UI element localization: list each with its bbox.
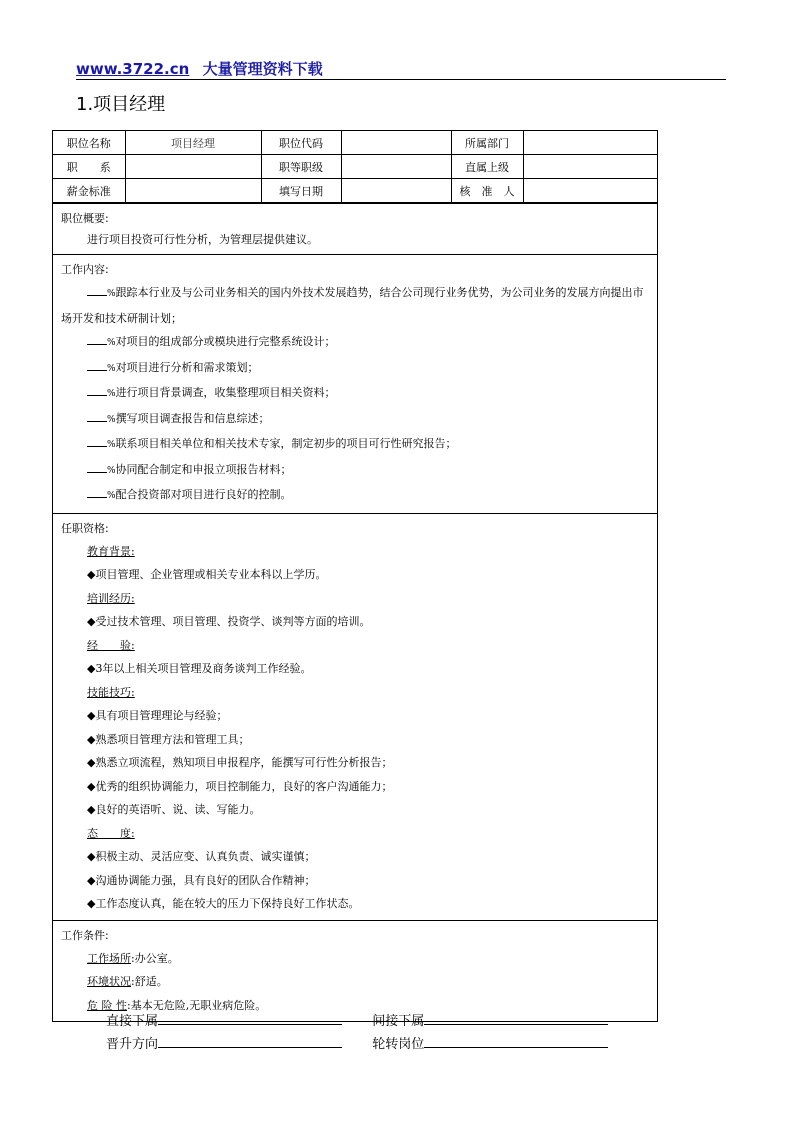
header-divider xyxy=(76,79,726,80)
qualification-heading xyxy=(61,587,649,611)
info-row xyxy=(53,155,657,179)
blank-line xyxy=(97,462,107,473)
blank-line xyxy=(87,411,97,422)
qualification-heading-text: 培训经历: xyxy=(87,591,135,605)
info-row xyxy=(53,131,657,155)
overview-text: 进行项目投资可行性分析，为管理层提供建议。 xyxy=(87,233,318,246)
info-value[interactable] xyxy=(125,155,261,179)
qualification-heading xyxy=(61,681,649,705)
duty-text: 协同配合制定和申报立项报告材料； xyxy=(115,462,292,476)
info-value[interactable] xyxy=(341,131,451,155)
info-label: 所属部门 xyxy=(451,131,523,155)
qualification-heading xyxy=(61,634,649,658)
percent-sign: % xyxy=(107,363,116,374)
duty-text: 配合投资部对项目进行良好的控制。 xyxy=(115,488,292,501)
overview-section xyxy=(53,203,657,254)
duty-item xyxy=(61,356,649,382)
duty-item xyxy=(61,330,649,356)
info-label: 薪金标准 xyxy=(53,179,125,203)
info-value[interactable]: 项目经理 xyxy=(125,131,261,155)
info-label: 职等职级 xyxy=(261,155,341,179)
qualification-item: ◆工作态度认真，能在较大的压力下保持良好工作状态。 xyxy=(87,897,360,910)
percent-sign: % xyxy=(107,465,116,476)
duty-text: 联系项目相关单位和相关技术专家，制定初步的项目可行性研究报告； xyxy=(115,437,457,450)
qualification-item: ◆具有项目管理理论与经验； xyxy=(87,709,228,722)
blank-line xyxy=(97,334,107,345)
qualification-heading-text: 经 验: xyxy=(87,638,135,652)
duty-item xyxy=(61,432,649,458)
info-table xyxy=(53,131,657,203)
qualifications-list xyxy=(61,540,649,916)
percent-sign: % xyxy=(107,440,116,450)
condition-value: :舒适。 xyxy=(131,975,168,988)
direct-reports-label: 直接下属 xyxy=(106,1014,159,1029)
percent-sign: % xyxy=(107,389,116,399)
job-description-form xyxy=(52,130,658,1022)
blank-line xyxy=(87,360,97,371)
duty-item xyxy=(61,281,649,330)
blank-line xyxy=(97,385,107,396)
qualification-item: ◆项目管理、企业管理或相关专业本科以上学历。 xyxy=(87,568,327,581)
qualification-heading xyxy=(61,540,649,564)
conditions-title: 工作条件: xyxy=(61,928,109,942)
blank-line xyxy=(87,462,97,473)
qualification-item: ◆3年以上相关项目管理及商务谈判工作经验。 xyxy=(87,662,312,675)
duty-text: 撰写项目调查报告和信息综述； xyxy=(115,411,270,425)
condition-item xyxy=(61,970,649,994)
blank-line xyxy=(87,385,97,396)
blank-line xyxy=(87,285,97,296)
qualification-heading-text: 技能技巧: xyxy=(87,685,135,699)
condition-item xyxy=(61,947,649,971)
info-label: 职位代码 xyxy=(261,131,341,155)
qualification-item: ◆熟悉立项流程，熟知项目申报程序，能撰写可行性分析报告； xyxy=(87,756,393,769)
info-row xyxy=(53,179,657,203)
info-value[interactable] xyxy=(341,179,451,203)
qualification-item: ◆优秀的组织协调能力，项目控制能力，良好的客户沟通能力； xyxy=(87,779,393,793)
site-url-link[interactable]: www.3722.cn xyxy=(76,60,190,78)
blank-line xyxy=(87,334,97,345)
duties-list xyxy=(61,281,649,509)
blank-line xyxy=(97,285,107,296)
blank-line xyxy=(97,436,107,447)
percent-sign: % xyxy=(107,414,116,425)
qualification-item: ◆熟悉项目管理方法和管理工具； xyxy=(87,732,250,746)
condition-label: 环境状况 xyxy=(87,975,131,988)
promotion-field[interactable] xyxy=(158,1035,342,1048)
blank-line xyxy=(97,411,107,422)
conditions-section xyxy=(53,920,657,1022)
qualification-item: ◆良好的英语听、说、读、写能力。 xyxy=(87,803,261,816)
qualification-heading xyxy=(61,822,649,846)
duty-item xyxy=(61,381,649,407)
duty-item xyxy=(61,483,649,509)
qualification-item: ◆受过技术管理、项目管理、投资学、谈判等方面的培训。 xyxy=(87,615,371,628)
duty-text: 跟踪本行业及与公司业务相关的国内外技术发展趋势，结合公司现行业务优势，为公司业务的发展方向提出市场开发和技术研制计划； xyxy=(61,286,644,325)
rotation-label: 轮转岗位 xyxy=(372,1037,425,1052)
overview-title: 职位概要: xyxy=(61,212,109,225)
qualifications-title: 任职资格: xyxy=(61,521,109,535)
duty-text: 对项目进行分析和需求策划； xyxy=(115,360,259,374)
indirect-reports-field[interactable] xyxy=(424,1012,608,1025)
duties-section xyxy=(53,254,657,513)
direct-reports-field[interactable] xyxy=(158,1012,342,1025)
blank-line xyxy=(87,487,97,498)
conditions-list xyxy=(61,947,649,1018)
duty-item xyxy=(61,407,649,433)
condition-value: :基本无危险,无职业病危险。 xyxy=(127,998,267,1012)
info-value[interactable] xyxy=(523,131,657,155)
condition-value: :办公室。 xyxy=(131,951,179,965)
indirect-reports-label: 间接下属 xyxy=(372,1014,425,1029)
duty-item xyxy=(61,458,649,484)
condition-label: 危 险 性 xyxy=(87,998,127,1012)
site-tagline: 大量管理资料下载 xyxy=(202,60,323,78)
qualifications-section xyxy=(53,513,657,920)
duty-text: 对项目的组成部分或模块进行完整系统设计； xyxy=(115,335,336,348)
qualification-heading-text: 教育背景: xyxy=(87,544,135,558)
document-title: 1.项目经理 xyxy=(76,94,166,115)
percent-sign: % xyxy=(107,289,116,299)
condition-label: 工作场所 xyxy=(87,951,131,965)
info-label: 核 准 人 xyxy=(451,179,523,203)
info-value[interactable] xyxy=(523,155,657,179)
blank-line xyxy=(97,487,107,498)
duty-text: 进行项目背景调查，收集整理项目相关资料； xyxy=(115,386,336,399)
qualification-heading-text: 态 度: xyxy=(87,826,135,840)
info-value[interactable] xyxy=(125,179,261,203)
qualification-item: ◆积极主动、灵活应变、认真负责、诚实谨慎； xyxy=(87,850,316,863)
percent-sign: % xyxy=(107,491,116,501)
site-header xyxy=(76,58,323,79)
footer-row-2 xyxy=(106,1033,608,1052)
blank-line xyxy=(97,360,107,371)
info-label: 填写日期 xyxy=(261,179,341,203)
blank-line xyxy=(87,436,97,447)
duties-title: 工作内容: xyxy=(61,263,109,276)
info-value[interactable] xyxy=(523,179,657,203)
info-label: 直属上级 xyxy=(451,155,523,179)
qualification-item: ◆沟通协调能力强，具有良好的团队合作精神； xyxy=(87,873,316,887)
promotion-label: 晋升方向 xyxy=(106,1037,159,1052)
info-label: 职 系 xyxy=(53,155,125,179)
info-label: 职位名称 xyxy=(53,131,125,155)
info-value[interactable] xyxy=(341,155,451,179)
rotation-field[interactable] xyxy=(424,1035,608,1048)
percent-sign: % xyxy=(107,338,116,348)
footer-row-1 xyxy=(106,1010,608,1029)
